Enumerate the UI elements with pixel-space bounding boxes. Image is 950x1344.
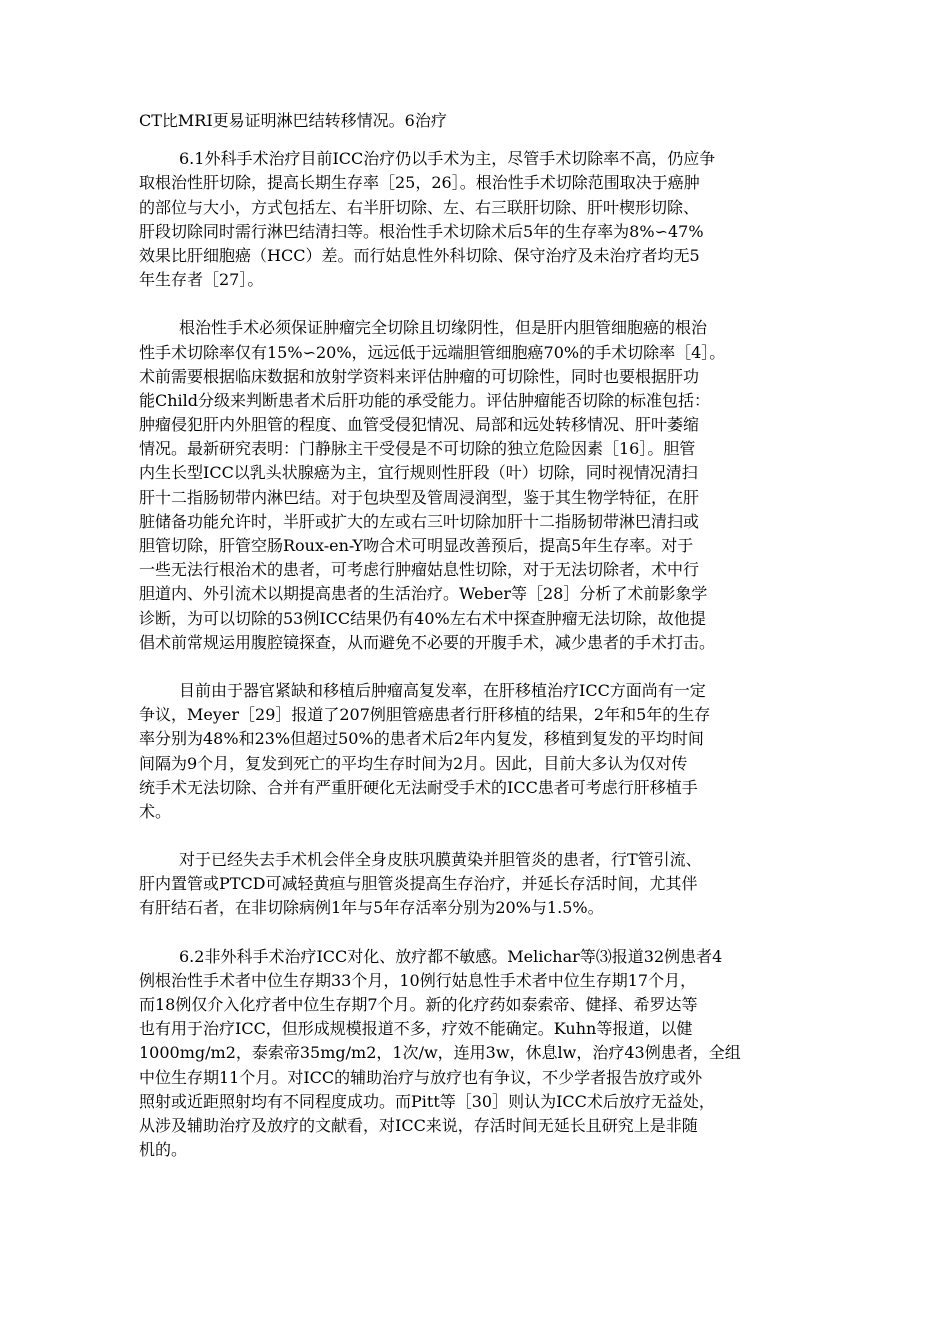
- text-line: 根治性手术必须保证肿瘤完全切除且切缘阴性，但是肝内胆管细胞癌的根治: [179, 318, 708, 338]
- text-line: 统手术无法切除、合并有严重肝硬化无法耐受手术的ICC患者可考虑行肝移植手: [139, 777, 698, 797]
- text-line: 目前由于器官紧缺和移植后肿瘤高复发率，在肝移植治疗ICC方面尚有一定: [179, 680, 706, 700]
- text-line: 也有用于治疗ICC，但形成规模报道不多，疗效不能确定。Kuhn等报道，以健: [139, 1019, 693, 1039]
- text-line: 而18例仅介入化疗者中位生存期7个月。新的化疗药如泰索帝、健择、希罗达等: [139, 995, 698, 1014]
- text-line: 年生存者［27］。: [139, 270, 264, 290]
- text-line: 照射或近距照射均有不同程度成功。而Pitt等［30］则认为ICC术后放疗无益处，: [139, 1091, 715, 1111]
- paragraph: [139, 147, 829, 292]
- text-line: 对于已经失去手术机会伴全身皮肤巩膜黄染并胆管炎的患者，行T管引流、: [179, 850, 702, 870]
- text-line: 例根治性手术者中位生存期33个月，10例行姑息性手术者中位生存期17个月，: [139, 970, 697, 990]
- document-page: [139, 109, 829, 1186]
- text-line: 6.1外科手术治疗目前ICC治疗仍以手术为主，尽管手术切除率不高，仍应争: [179, 149, 716, 169]
- text-line: 脏储备功能允许时，半肝或扩大的左或右三叶切除加肝十二指肠韧带淋巴清扫或: [139, 511, 700, 531]
- paragraph: [139, 945, 829, 1163]
- text-line: 情况。最新研究表明：门静脉主干受侵是不可切除的独立危险因素［16］。胆管: [139, 439, 696, 459]
- text-line: 的部位与大小，方式包括左、右半肝切除、左、右三联肝切除、肝叶楔形切除、: [139, 197, 700, 217]
- paragraph: [139, 316, 829, 655]
- text-line: 肝段切除同时需行淋巴结清扫等。根治性手术切除术后5年的生存率为8%∽47%: [139, 221, 704, 241]
- text-line: 有肝结石者，在非切除病例1年与5年存活率分别为20%与1.5%。: [139, 898, 604, 918]
- text-line: 肝内置管或PTCD可减轻黄疸与胆管炎提高生存治疗，并延长存活时间，尤其伴: [139, 874, 698, 894]
- paragraph: [139, 848, 829, 921]
- document-heading: CT比MRI更易证明淋巴结转移情况。6治疗: [139, 111, 447, 130]
- text-line: 从涉及辅助治疗及放疗的文献看，对ICC来说，存活时间无延长且研究上是非随: [139, 1115, 698, 1135]
- text-line: 6.2非外科手术治疗ICC对化、放疗都不敏感。Melichar等⑶报道32例患者4: [179, 946, 723, 966]
- text-line: 胆道内、外引流术以期提高患者的生活治疗。Weber等［28］分析了术前影象学: [139, 584, 708, 604]
- text-line: 性手术切除率仅有15%∽20%，远远低于远端胆管细胞癌70%的手术切除率［4］。: [139, 342, 726, 362]
- text-line: 倡术前常规运用腹腔镜探查，从而避免不必要的开腹手术，减少患者的手术打击。: [139, 632, 716, 652]
- text-line: 术。: [139, 801, 172, 821]
- paragraph: [139, 679, 829, 824]
- text-line: 一些无法行根治术的患者，可考虑行肿瘤姑息性切除，对于无法切除者，术中行: [139, 560, 700, 580]
- text-line: 效果比肝细胞癌（HCC）差。而行姑息性外科切除、保守治疗及未治疗者均无5: [139, 245, 700, 265]
- text-line: 内生长型ICC以乳头状腺癌为主，宜行规则性肝段（叶）切除，同时视情况清扫: [139, 463, 698, 483]
- text-line: 中位生存期11个月。对ICC的辅助治疗与放疗也有争议，不少学者报告放疗或外: [139, 1067, 703, 1087]
- text-line: 取根治性肝切除，提高长期生存率［25，26］。根治性手术切除范围取决于癌肿: [139, 173, 700, 193]
- text-line: 术前需要根据临床数据和放射学资料来评估肿瘤的可切除性，同时也要根据肝功: [139, 366, 700, 386]
- text-line: 胆管切除，肝管空肠Roux-en-Y吻合术可明显改善预后，提高5年生存率。对于: [139, 536, 694, 555]
- text-line: 率分别为48%和23%但超过50%的患者术后2年内复发，移植到复发的平均时间: [139, 729, 704, 749]
- text-line: 诊断，为可以切除的53例ICC结果仍有40%左右术中探查肿瘤无法切除，故他提: [139, 608, 706, 628]
- text-line: 1000mg/m2，泰索帝35mg/m2，1次/w，连用3w，休息lw，治疗43例患者，全组: [139, 1043, 741, 1063]
- text-line: 肝十二指肠韧带内淋巴结。对于包块型及管周浸润型，鉴于其生物学特征，在肝: [139, 487, 700, 507]
- text-line: 争议，Meyer［29］报道了207例胆管癌患者行肝移植的结果，2年和5年的生存: [139, 705, 711, 725]
- text-line: 间隔为9个月，复发到死亡的平均生存时间为2月。因此，目前大多认为仅对传: [139, 753, 688, 773]
- text-line: 能Child分级来判断患者术后肝功能的承受能力。评估肿瘤能否切除的标准包括：: [139, 390, 711, 410]
- text-line: 肿瘤侵犯肝内外胆管的程度、血管受侵犯情况、局部和远处转移情况、肝叶萎缩: [139, 415, 700, 435]
- paragraph-list: [139, 147, 829, 1162]
- text-line: 机的。: [139, 1140, 188, 1160]
